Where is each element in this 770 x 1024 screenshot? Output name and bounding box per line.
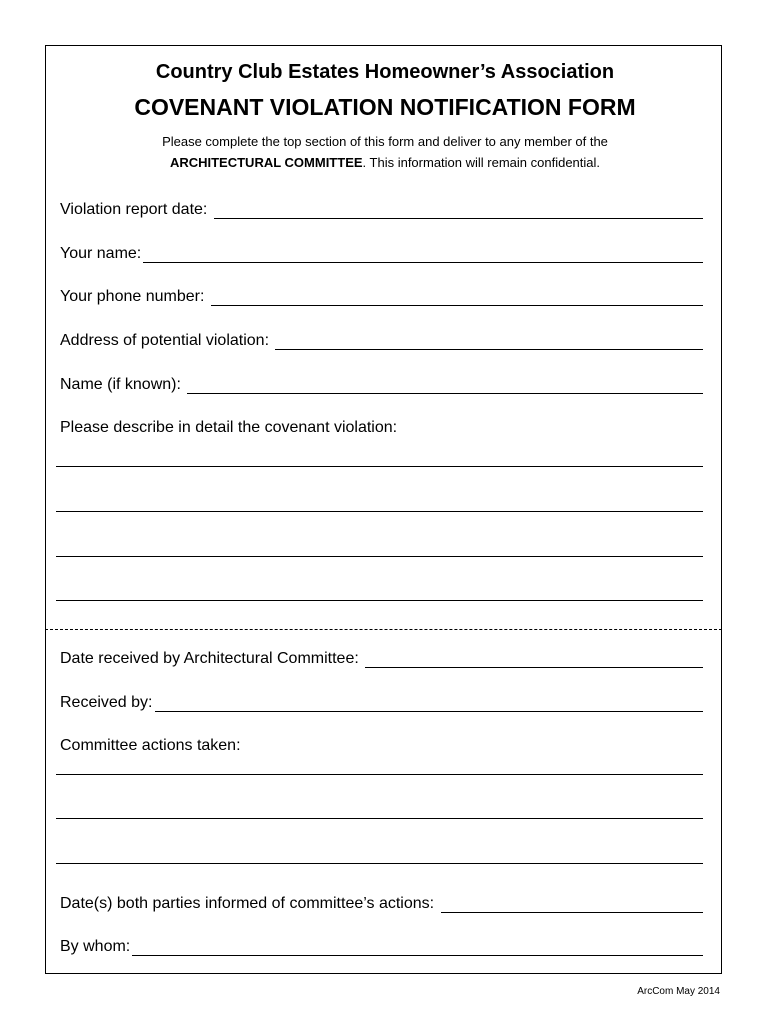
dates-informed-input-line[interactable]	[441, 908, 703, 913]
your-name-field	[60, 243, 703, 263]
date-received-field	[60, 648, 703, 668]
violation-report-date-input-line[interactable]	[214, 214, 703, 219]
received-by-field	[60, 692, 703, 712]
violation-report-date-field	[60, 199, 703, 219]
by-whom-label: By whom:	[60, 938, 131, 955]
actions-line-3[interactable]	[56, 863, 703, 864]
describe-violation-label: Please describe in detail the covenant violation:	[60, 419, 398, 436]
dates-informed-field	[60, 893, 703, 913]
received-by-input-line[interactable]	[155, 707, 704, 712]
actions-line-2[interactable]	[56, 818, 703, 819]
by-whom-field	[60, 936, 703, 956]
committee-actions-label: Committee actions taken:	[60, 737, 241, 754]
dates-informed-label: Date(s) both parties informed of committee’s actions:	[60, 895, 439, 912]
violation-report-date-label: Violation report date:	[60, 201, 212, 218]
phone-number-field	[60, 286, 703, 306]
organization-name: Country Club Estates Homeowner’s Association	[155, 61, 615, 83]
received-by-label: Received by:	[60, 694, 153, 711]
name-if-known-label: Name (if known):	[60, 376, 186, 393]
date-received-label: Date received by Architectural Committee:	[60, 650, 364, 667]
form-version-footer: ArcCom May 2014	[637, 986, 720, 997]
architectural-committee-emphasis: ARCHITECTURAL COMMITTEE	[169, 155, 363, 170]
date-received-input-line[interactable]	[365, 663, 703, 668]
name-if-known-field	[60, 374, 703, 394]
phone-number-label: Your phone number:	[60, 288, 209, 305]
instructions-line-2-rest: . This information will remain confidential.	[362, 155, 601, 170]
by-whom-input-line[interactable]	[132, 951, 703, 956]
violation-address-label: Address of potential violation:	[60, 332, 274, 349]
actions-line-1[interactable]	[56, 774, 703, 775]
cut-line-divider	[45, 629, 722, 630]
form-title: COVENANT VIOLATION NOTIFICATION FORM	[134, 94, 636, 120]
description-line-4[interactable]	[56, 600, 703, 601]
form-border	[45, 45, 722, 974]
instructions-line-2	[0, 155, 770, 170]
description-line-2[interactable]	[56, 511, 703, 512]
your-name-label: Your name:	[60, 245, 142, 262]
your-name-input-line[interactable]	[143, 258, 703, 263]
name-if-known-input-line[interactable]	[187, 389, 703, 394]
instructions-line-1: Please complete the top section of this form and deliver to any member of the	[162, 134, 608, 149]
violation-address-input-line[interactable]	[275, 345, 703, 350]
phone-number-input-line[interactable]	[211, 301, 703, 306]
description-line-3[interactable]	[56, 556, 703, 557]
description-line-1[interactable]	[56, 466, 703, 467]
violation-address-field	[60, 330, 703, 350]
